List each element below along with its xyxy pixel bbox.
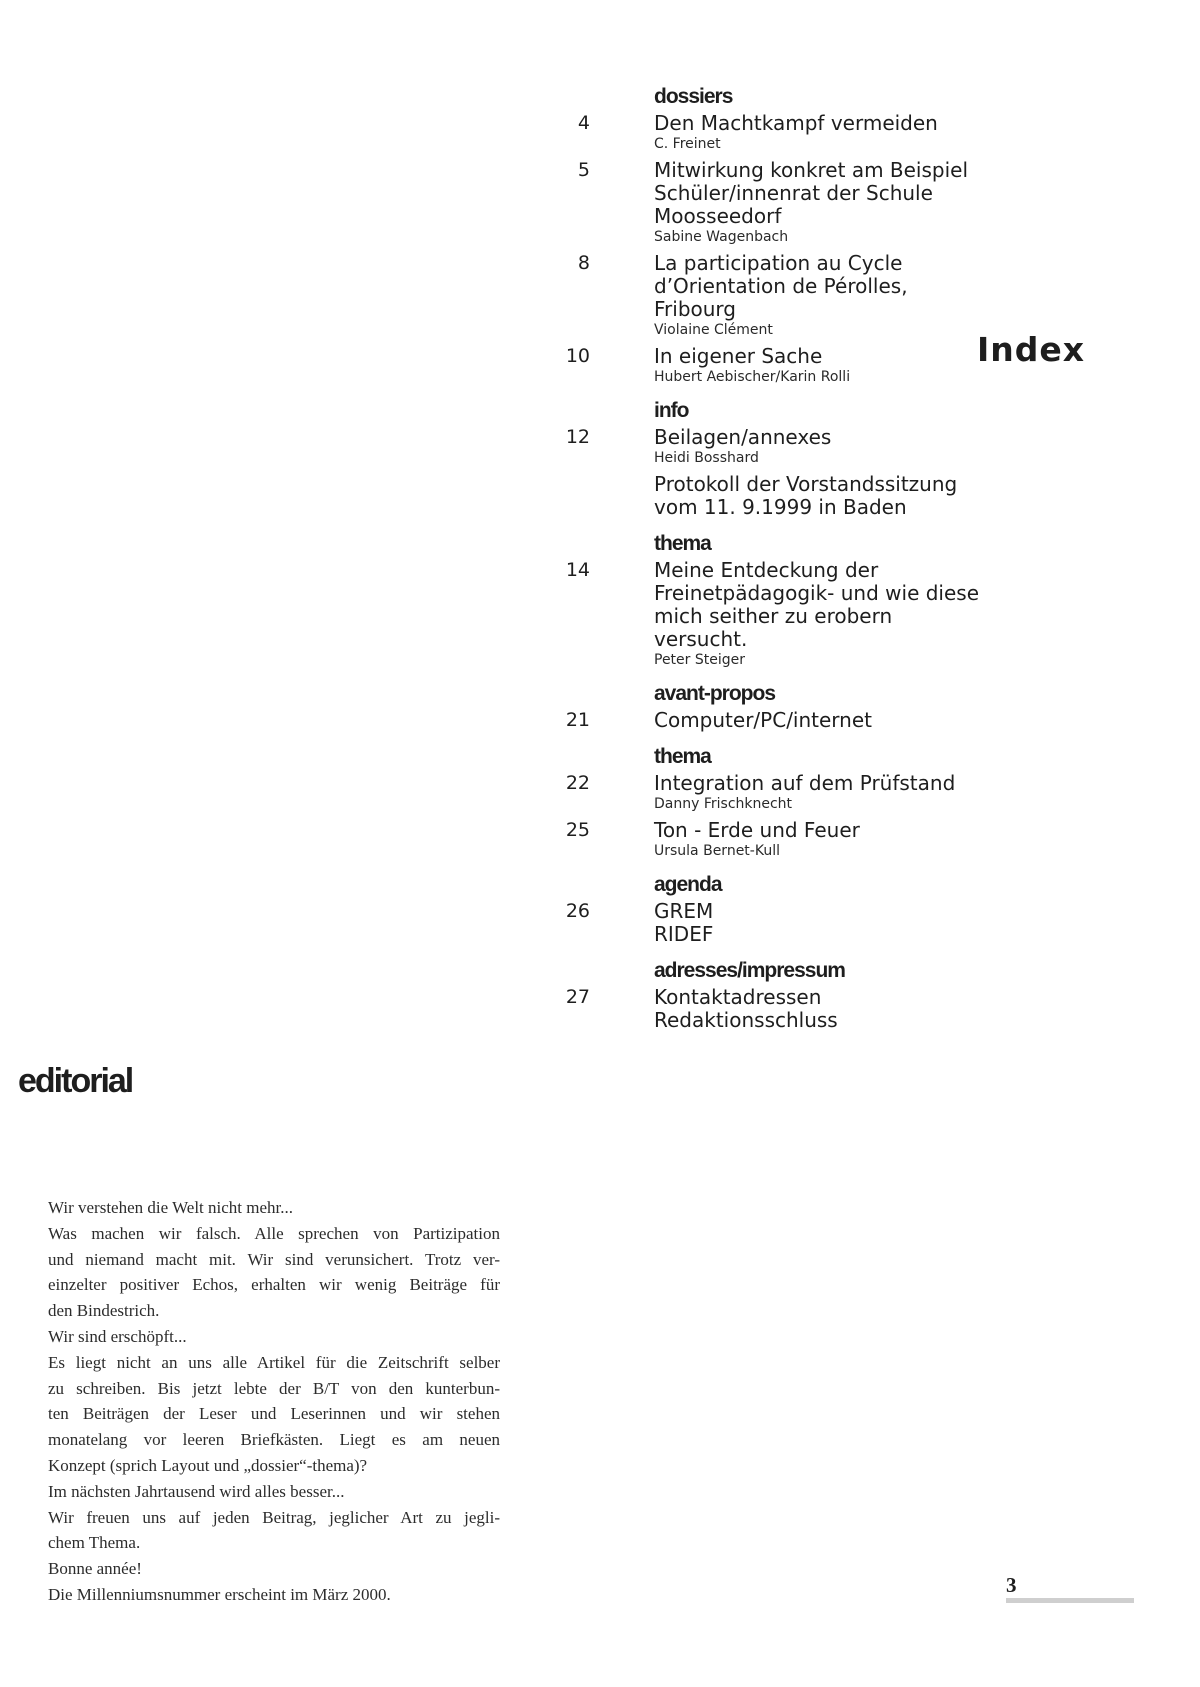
toc-entry-title: Mitwirkung konkret am Beispiel xyxy=(654,158,969,182)
editorial-line: Wir verstehen die Welt nicht mehr... xyxy=(48,1198,294,1217)
toc-entry-title: Integration auf dem Prüfstand xyxy=(654,771,956,795)
toc-entry-author: Violaine Clément xyxy=(654,322,773,338)
toc-entry xyxy=(550,986,1010,1032)
section-title-thema: thema xyxy=(654,745,711,768)
toc-page-number: 5 xyxy=(577,159,590,181)
toc-entry xyxy=(550,819,1010,860)
editorial-line: Die Millenniumsnummer erscheint im März 2000. xyxy=(48,1584,391,1604)
toc-entry-title: Moosseedorf xyxy=(654,204,782,228)
editorial-line: den Bindestrich. xyxy=(48,1301,160,1321)
toc-entry xyxy=(550,772,1010,813)
toc-entry-title: Fribourg xyxy=(654,297,737,321)
section-title-avant-propos: avant-propos xyxy=(654,682,776,705)
editorial-line: Es liegt nicht an uns alle Artikel für die Zeitschrift selber xyxy=(48,1352,500,1372)
toc-page-number: 22 xyxy=(565,772,590,794)
toc-entry-title: Redaktionsschluss xyxy=(654,1008,838,1032)
editorial-line: zu schreiben. Bis jetzt lebte der B/T von den kunterbun- xyxy=(48,1378,500,1398)
toc-entry-title: Den Machtkampf vermeiden xyxy=(654,111,938,135)
toc-page-number: 26 xyxy=(565,900,590,922)
toc-entry-title: RIDEF xyxy=(654,922,714,946)
toc-page-number: 8 xyxy=(577,252,590,274)
toc-page-number: 21 xyxy=(565,709,590,731)
editorial-line: chem Thema. xyxy=(48,1533,141,1553)
toc-entry xyxy=(550,900,1010,946)
toc-entry-author: Danny Frischknecht xyxy=(654,796,793,812)
toc-entry xyxy=(550,709,1010,732)
page-number: 3 xyxy=(1006,1573,1017,1597)
toc-entry-author: Sabine Wagenbach xyxy=(654,229,789,245)
toc-page-number: 12 xyxy=(565,426,590,448)
editorial-line: einzelter positiver Echos, erhalten wir wenig Beiträge für xyxy=(48,1275,500,1295)
editorial-text xyxy=(48,1195,500,1608)
toc-page-number: 25 xyxy=(565,819,590,841)
toc-entry-title: Beilagen/annexes xyxy=(654,425,832,449)
toc-entry-title: versucht. xyxy=(654,627,748,651)
section-title-agenda: agenda xyxy=(654,873,722,896)
toc-entry-title: Ton - Erde und Feuer xyxy=(654,818,860,842)
toc-entry-title: mich seither zu erobern xyxy=(654,604,893,628)
toc-entry-title: Freinetpädagogik- und wie diese xyxy=(654,581,980,605)
toc-entry xyxy=(550,345,1010,386)
toc-entry xyxy=(550,559,1010,669)
toc-page-number: 4 xyxy=(577,112,590,134)
toc-page-number: 14 xyxy=(565,559,590,581)
section-title-adresses-impressum: adresses/impressum xyxy=(654,959,845,982)
toc-entry-title: GREM xyxy=(654,899,714,923)
toc-entry-title: d’Orientation de Pérolles, xyxy=(654,274,908,298)
section-title-info: info xyxy=(654,399,689,422)
toc-entry-author: Heidi Bosshard xyxy=(654,450,759,466)
toc-entry-author: Hubert Aebischer/Karin Rolli xyxy=(654,369,851,385)
editorial-heading: editorial xyxy=(18,1062,133,1100)
editorial-line: Konzept (sprich Layout und „dossier“-thema)? xyxy=(48,1455,368,1475)
editorial-line: ten Beiträgen der Leser und Leserinnen und wir stehen xyxy=(48,1404,500,1424)
toc-entry xyxy=(550,112,1010,153)
editorial-line: monatelang vor leeren Briefkästen. Liegt es am neuen xyxy=(48,1430,500,1450)
toc-entry-title: In eigener Sache xyxy=(654,344,823,368)
toc-entry-author: Peter Steiger xyxy=(654,652,745,668)
editorial-line: und niemand macht mit. Wir sind verunsichert. Trotz ver- xyxy=(48,1249,500,1269)
page-number-rule xyxy=(1006,1598,1134,1603)
toc-entry-title: vom 11. 9.1999 in Baden xyxy=(654,495,907,519)
toc-entry xyxy=(550,426,1010,467)
toc-entry xyxy=(550,159,1010,246)
toc-page-number: 27 xyxy=(565,986,590,1008)
editorial-line: Wir freuen uns auf jeden Beitrag, jeglicher Art zu jegli- xyxy=(48,1507,500,1527)
toc-entry xyxy=(550,252,1010,339)
editorial-line: Wir sind erschöpft... xyxy=(48,1326,187,1346)
toc-entry-title: La participation au Cycle xyxy=(654,251,903,275)
editorial-line: Was machen wir falsch. Alle sprechen von Partizipation xyxy=(48,1223,500,1243)
section-title-thema: thema xyxy=(654,532,711,555)
editorial-line: Im nächsten Jahrtausend wird alles besser... xyxy=(48,1481,345,1501)
toc-entry-title: Meine Entdeckung der xyxy=(654,558,879,582)
editorial-line: Bonne année! xyxy=(48,1559,142,1579)
toc-entry-title: Schüler/innenrat der Schule xyxy=(654,181,933,205)
toc-entry-title: Computer/PC/internet xyxy=(654,708,872,732)
index-heading: Index xyxy=(977,330,1086,369)
toc-entry-author: C. Freinet xyxy=(654,136,721,152)
toc-page-number: 10 xyxy=(565,345,590,367)
section-title-dossiers: dossiers xyxy=(654,85,733,108)
toc-entry-author: Ursula Bernet-Kull xyxy=(654,843,780,859)
toc-entry-title: Protokoll der Vorstandssitzung xyxy=(654,472,958,496)
table-of-contents xyxy=(550,84,1010,1038)
toc-entry xyxy=(550,473,1010,519)
toc-entry-title: Kontaktadressen xyxy=(654,985,822,1009)
